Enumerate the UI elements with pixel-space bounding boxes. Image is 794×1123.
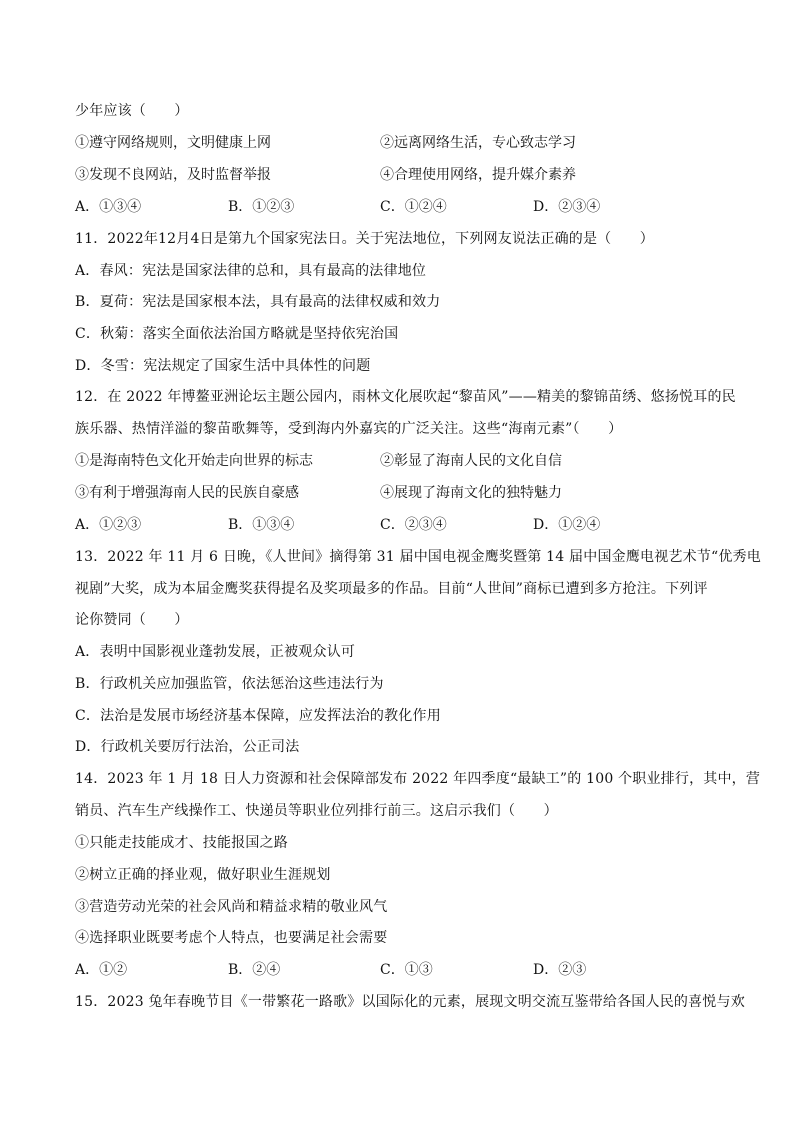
q11-option-a: A．春风：宪法是国家法律的总和，具有最高的法律地位 [75,263,427,279]
q11-option-c: C．秋菊：落实全面依法治国方略就是坚持依宪治国 [75,326,399,342]
q10-option-d: D．②③④ [533,199,601,215]
q12-option-a: A．①②③ [75,517,142,533]
q13-option-b: B．行政机关应加强监管，依法惩治这些违法行为 [75,676,384,692]
q13-stem-line-1: 13．2022 年 11 月 6 日晚，《人世间》摘得第 31 届中国电视金鹰奖暨第 14 届中国金鹰电视艺术节“优秀电 [75,549,762,565]
q10-item-4: ④合理使用网络，提升媒介素养 [380,167,576,183]
q10-option-c: C．①②④ [380,199,447,215]
q14-stem-line-2: 销员、汽车生产线操作工、快递员等职业位列排行前三。这启示我们（ ） [75,803,558,819]
q14-option-c: C．①③ [380,962,433,978]
q14-option-b: B．②④ [228,962,281,978]
q12-stem-line-2: 族乐器、热情洋溢的黎苗歌舞等，受到海内外嘉宾的广泛关注。这些“海南元素”（ ） [75,421,623,437]
q15-stem-line-1: 15．2023 兔年春晚节目《一带繁花一路歌》以国际化的元素，展现文明交流互鉴带给各国人民的喜悦与欢 [75,994,745,1010]
q12-stem-line-1: 12．在 2022 年博鳌亚洲论坛主题公园内，雨林文化展吹起“黎苗风”——精美的黎锦苗绣、悠扬悦耳的民 [75,389,736,405]
q14-item-1: ①只能走技能成才、技能报国之路 [75,835,288,851]
q14-item-3: ③营造劳动光荣的社会风尚和精益求精的敬业风气 [75,899,388,915]
q11-stem: 11．2022年12月4日是第九个国家宪法日。关于宪法地位，下列网友说法正确的是（ ） [75,231,654,247]
q14-option-a: A．①② [75,962,128,978]
q14-item-4: ④选择职业既要考虑个人特点，也要满足社会需要 [75,930,388,946]
q12-option-d: D．①②④ [533,517,601,533]
q13-stem-line-3: 论你赞同（ ） [75,612,189,628]
q12-option-b: B．①③④ [228,517,295,533]
q10-option-b: B．①②③ [228,199,295,215]
q10-item-2: ②远离网络生活，专心致志学习 [380,135,576,151]
q14-item-2: ②树立正确的择业观，做好职业生涯规划 [75,867,331,883]
q12-item-4: ④展现了海南文化的独特魅力 [380,485,562,501]
q11-option-d: D．冬雪：宪法规定了国家生活中具体性的问题 [75,358,371,374]
q12-item-3: ③有利于增强海南人民的民族自豪感 [75,485,299,501]
q11-option-b: B．夏荷：宪法是国家根本法，具有最高的法律权威和效力 [75,294,441,310]
q13-option-a: A．表明中国影视业蓬勃发展，正被观众认可 [75,644,356,660]
q10-stem-tail: 少年应该（ ） [75,103,189,119]
q13-option-d: D．行政机关要厉行法治，公正司法 [75,739,300,755]
q12-option-c: C．②③④ [380,517,447,533]
q13-option-c: C．法治是发展市场经济基本保障，应发挥法治的教化作用 [75,708,441,724]
q10-option-a: A．①③④ [75,199,142,215]
q10-item-3: ③发现不良网站，及时监督举报 [75,167,271,183]
q12-item-2: ②彰显了海南人民的文化自信 [380,453,562,469]
q14-option-d: D．②③ [533,962,587,978]
q10-item-1: ①遵守网络规则，文明健康上网 [75,135,271,151]
q14-stem-line-1: 14．2023 年 1 月 18 日人力资源和社会保障部发布 2022 年四季度“最缺工”的 100 个职业排行，其中，营 [75,771,761,787]
q12-item-1: ①是海南特色文化开始走向世界的标志 [75,453,313,469]
q13-stem-line-2: 视剧”大奖，成为本届金鹰奖获得提名及奖项最多的作品。目前“人世间”商标已遭到多方抢注。下列评 [75,581,708,597]
